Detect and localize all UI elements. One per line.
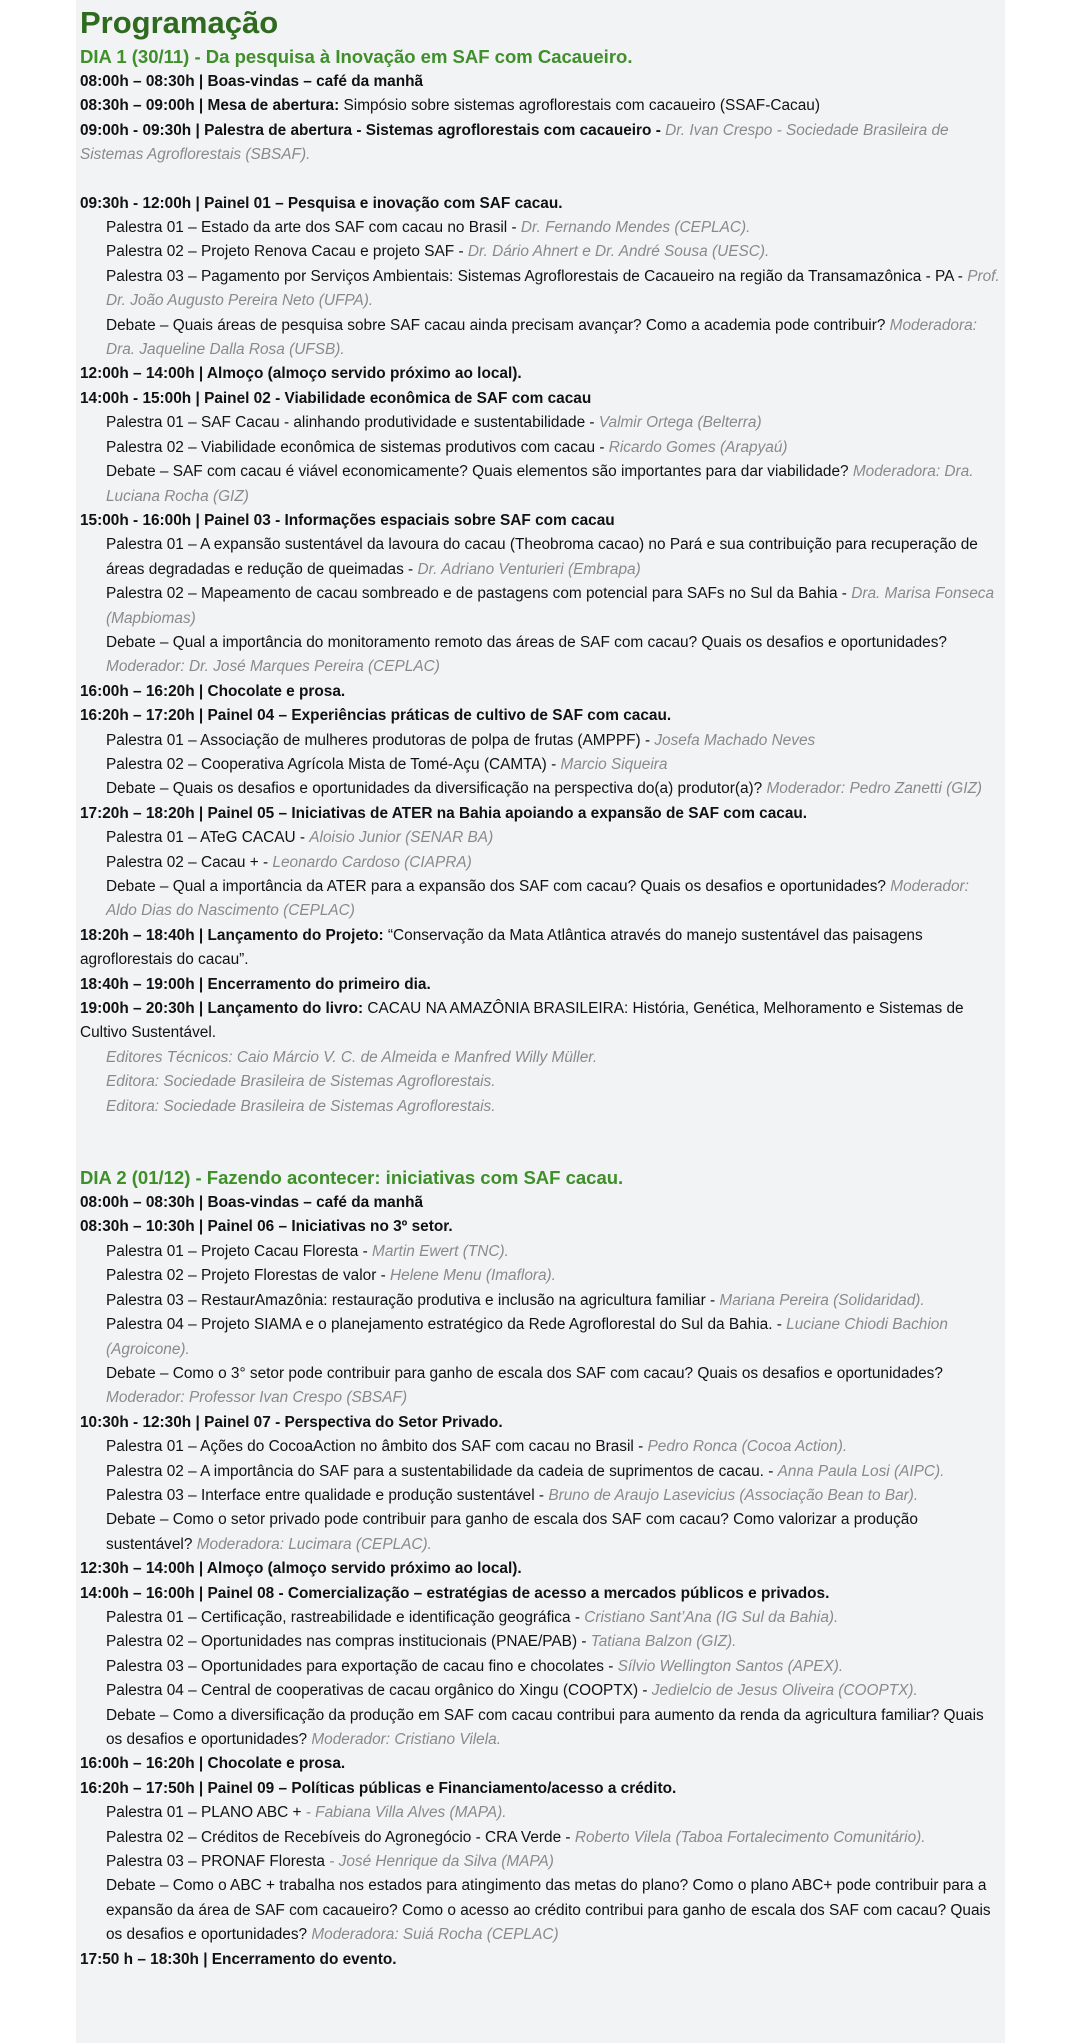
page-title: Programação	[80, 5, 279, 40]
program-document	[76, 0, 1005, 2043]
day1-heading: DIA 1 (30/11) - Da pesquisa à Inovação em SAF com Cacaueiro.	[80, 46, 633, 67]
panel8-talk-1: Palestra 01 – Certificação, rastreabilidade e identificação geográfica - Cristiano Sant’Ana (IG Sul da Bahia).	[106, 1608, 839, 1626]
panel3-talk-1: Palestra 01 – A expansão sustentável da lavoura do cacau (Theobroma cacao) no Pará e sua contribuição para recuperação de áreas degradadas e redução de queimadas - Dr. Adriano Venturieri (Embrapa)	[106, 536, 978, 578]
panel7-debate: Debate – Como o setor privado pode contribuir para ganho de escala dos SAF com cacau? Como valorizar a produção sustentável? Moderadora: Lucimara (CEPLAC).	[106, 1511, 918, 1553]
panel8-talk-3: Palestra 03 – Oportunidades para exportação de cacau fino e chocolates - Sílvio Wellington Santos (APEX).	[106, 1657, 844, 1675]
day2-chocolate: 16:00h – 16:20h | Chocolate e prosa.	[80, 1755, 346, 1773]
panel6-title: 08:30h – 10:30h | Painel 06 – Iniciativas no 3º setor.	[80, 1218, 453, 1236]
panel7-talk-1: Palestra 01 – Ações do CocoaAction no âmbito dos SAF com cacau no Brasil - Pedro Ronca (Cocoa Action).	[106, 1438, 848, 1456]
book-credit-3: Editora: Sociedade Brasileira de Sistemas Agroflorestais.	[106, 1097, 496, 1115]
day1-closing: 18:40h – 19:00h | Encerramento do primeiro dia.	[80, 975, 431, 993]
panel1-talk-3: Palestra 03 – Pagamento por Serviços Ambientais: Sistemas Agroflorestais de Cacaueiro na região da Transamazônica - PA - Prof. Dr. João Augusto Pereira Neto (UFPA).	[106, 267, 1000, 310]
panel4-talk-1: Palestra 01 – Associação de mulheres produtoras de polpa de frutas (AMPPF) - Josefa Machado Neves	[106, 731, 816, 749]
panel5-talk-1: Palestra 01 – ATeG CACAU - Aloisio Junior (SENAR BA)	[106, 829, 494, 847]
panel3-title: 15:00h - 16:00h | Painel 03 - Informações espaciais sobre SAF com cacau	[80, 511, 615, 529]
book-launch: 19:00h – 20:30h | Lançamento do livro: CACAU NA AMAZÔNIA BRASILEIRA: História, Genética, Melhoramento e Sistemas de Cultivo Sustentável.	[80, 1000, 964, 1042]
panel8-talk-4: Palestra 04 – Central de cooperativas de cacau orgânico do Xingu (COOPTX) - Jedielcio de Jesus Oliveira (COOPTX).	[106, 1682, 918, 1700]
panel6-talk-3: Palestra 03 – RestaurAmazônia: restauração produtiva e inclusão na agricultura familiar - Mariana Pereira (Solidaridad).	[106, 1291, 925, 1309]
panel9-talk-1: Palestra 01 – PLANO ABC + - Fabiana Villa Alves (MAPA).	[106, 1804, 507, 1822]
panel7-talk-3: Palestra 03 – Interface entre qualidade e produção sustentável - Bruno de Araujo Lasevicius (Associação Bean to Bar).	[106, 1486, 919, 1504]
day1-opening-table: 08:30h – 09:00h | Mesa de abertura: Simpósio sobre sistemas agroflorestais com cacaueiro (SSAF-Cacau)	[80, 97, 820, 115]
panel4-debate: Debate – Quais os desafios e oportunidades da diversificação na perspectiva do(a) produtor(a)? Moderador: Pedro Zanetti (GIZ)	[106, 780, 983, 798]
panel2-talk-1: Palestra 01 – SAF Cacau - alinhando produtividade e sustentabilidade - Valmir Ortega (Belterra)	[106, 414, 762, 432]
panel7-talk-2: Palestra 02 – A importância do SAF para a sustentabilidade da cadeia de suprimentos de cacau. - Anna Paula Losi (AIPC).	[106, 1462, 945, 1480]
panel1-talk-1: Palestra 01 – Estado da arte dos SAF com cacau no Brasil - Dr. Fernando Mendes (CEPLAC).	[106, 219, 751, 237]
day1-welcome: 08:00h – 08:30h | Boas-vindas – café da manhã	[80, 73, 424, 90]
panel1-title: 09:30h - 12:00h | Painel 01 – Pesquisa e inovação com SAF cacau.	[80, 194, 563, 212]
panel6-talk-2: Palestra 02 – Projeto Florestas de valor - Helene Menu (Imaflora).	[106, 1267, 556, 1285]
panel9-debate: Debate – Como o ABC + trabalha nos estados para atingimento das metas do plano? Como o plano ABC+ pode contribuir para a expansão da área de SAF com cacaueiro? Como o acesso ao crédito contribui para ganho de escala dos SAF com cacau? Quais os desafios e oportunidades? Moderadora: Suiá Rocha (CEPLAC)	[106, 1877, 991, 1944]
panel7-title: 10:30h - 12:30h | Painel 07 - Perspectiva do Setor Privado.	[80, 1413, 503, 1431]
project-launch: 18:20h – 18:40h | Lançamento do Projeto: “Conservação da Mata Atlântica através do manejo sustentável das paisagens agroflorestais do cacau”.	[80, 926, 923, 969]
book-credit-2: Editora: Sociedade Brasileira de Sistemas Agroflorestais.	[106, 1073, 496, 1091]
day2-heading: DIA 2 (01/12) - Fazendo acontecer: iniciativas com SAF cacau.	[80, 1167, 624, 1189]
day1-chocolate: 16:00h – 16:20h | Chocolate e prosa.	[80, 682, 346, 700]
panel8-title: 14:00h – 16:00h | Painel 08 - Comercialização – estratégias de acesso a mercados públicos e privados.	[80, 1584, 830, 1602]
panel2-talk-2: Palestra 02 – Viabilidade econômica de sistemas produtivos com cacau - Ricardo Gomes (Arapyaú)	[106, 438, 788, 456]
day2-welcome: 08:00h – 08:30h | Boas-vindas – café da manhã	[80, 1194, 424, 1212]
panel5-talk-2: Palestra 02 – Cacau + - Leonardo Cardoso (CIAPRA)	[106, 853, 472, 871]
panel6-talk-1: Palestra 01 – Projeto Cacau Floresta - Martin Ewert (TNC).	[106, 1242, 509, 1260]
day2-lunch: 12:30h – 14:00h | Almoço (almoço servido próximo ao local).	[80, 1560, 522, 1578]
panel3-debate: Debate – Qual a importância do monitoramento remoto das áreas de SAF com cacau? Quais os desafios e oportunidades? Moderador: Dr. José Marques Pereira (CEPLAC)	[106, 633, 947, 676]
panel6-talk-4: Palestra 04 – Projeto SIAMA e o planejamento estratégico da Rede Agroflorestal do Sul da Bahia. - Luciane Chiodi Bachion (Agroicone).	[106, 1316, 948, 1358]
panel5-title: 17:20h – 18:20h | Painel 05 – Iniciativas de ATER na Bahia apoiando a expansão de SAF com cacau.	[80, 804, 808, 822]
panel1-debate: Debate – Quais áreas de pesquisa sobre SAF cacau ainda precisam avançar? Como a academia pode contribuir? Moderadora: Dra. Jaqueline Dalla Rosa (UFSB).	[106, 316, 977, 359]
panel4-title: 16:20h – 17:20h | Painel 04 – Experiências práticas de cultivo de SAF com cacau.	[80, 707, 672, 725]
panel2-title: 14:00h - 15:00h | Painel 02 - Viabilidade econômica de SAF com cacau	[80, 389, 592, 407]
panel8-talk-2: Palestra 02 – Oportunidades nas compras institucionais (PNAE/PAB) - Tatiana Balzon (GIZ).	[106, 1633, 737, 1651]
day1-lunch: 12:00h – 14:00h | Almoço (almoço servido próximo ao local).	[80, 365, 522, 383]
book-credit-1: Editores Técnicos: Caio Márcio V. C. de Almeida e Manfred Willy Müller.	[106, 1048, 598, 1066]
panel2-debate: Debate – SAF com cacau é viável economicamente? Quais elementos são importantes para dar viabilidade? Moderadora: Dra. Luciana Rocha (GIZ)	[106, 463, 974, 505]
panel1-talk-2: Palestra 02 – Projeto Renova Cacau e projeto SAF - Dr. Dário Ahnert e Dr. André Sousa (UESC).	[106, 243, 770, 261]
panel9-talk-3: Palestra 03 – PRONAF Floresta - José Henrique da Silva (MAPA)	[106, 1853, 554, 1871]
event-closing: 17:50 h – 18:30h | Encerramento do evento.	[80, 1950, 397, 1968]
panel3-talk-2: Palestra 02 – Mapeamento de cacau sombreado e de pastagens com potencial para SAFs no Sul da Bahia - Dra. Marisa Fonseca (Mapbiomas)	[106, 585, 995, 627]
panel9-title: 16:20h – 17:50h | Painel 09 – Políticas públicas e Financiamento/acesso a crédito.	[80, 1779, 677, 1797]
panel9-talk-2: Palestra 02 – Créditos de Recebíveis do Agronegócio - CRA Verde - Roberto Vilela (Taboa Fortalecimento Comunitário).	[106, 1828, 926, 1846]
panel6-debate: Debate – Como o 3° setor pode contribuir para ganho de escala dos SAF com cacau? Quais os desafios e oportunidades? Moderador: Professor Ivan Crespo (SBSAF)	[106, 1364, 943, 1407]
panel4-talk-2: Palestra 02 – Cooperativa Agrícola Mista de Tomé-Açu (CAMTA) - Marcio Siqueira	[106, 755, 668, 773]
day1-opening-talk: 09:00h - 09:30h | Palestra de abertura - Sistemas agroflorestais com cacaueiro - Dr. Ivan Crespo - Sociedade Brasileira de Sistemas Agroflorestais (SBSAF).	[80, 121, 949, 164]
panel8-debate: Debate – Como a diversificação da produção em SAF com cacau contribui para aumento da renda da agricultura familiar? Quais os desafios e oportunidades? Moderador: Cristiano Vilela.	[106, 1706, 984, 1748]
panel5-debate: Debate – Qual a importância da ATER para a expansão dos SAF com cacau? Quais os desafios e oportunidades? Moderador: Aldo Dias do Nascimento (CEPLAC)	[106, 878, 969, 920]
